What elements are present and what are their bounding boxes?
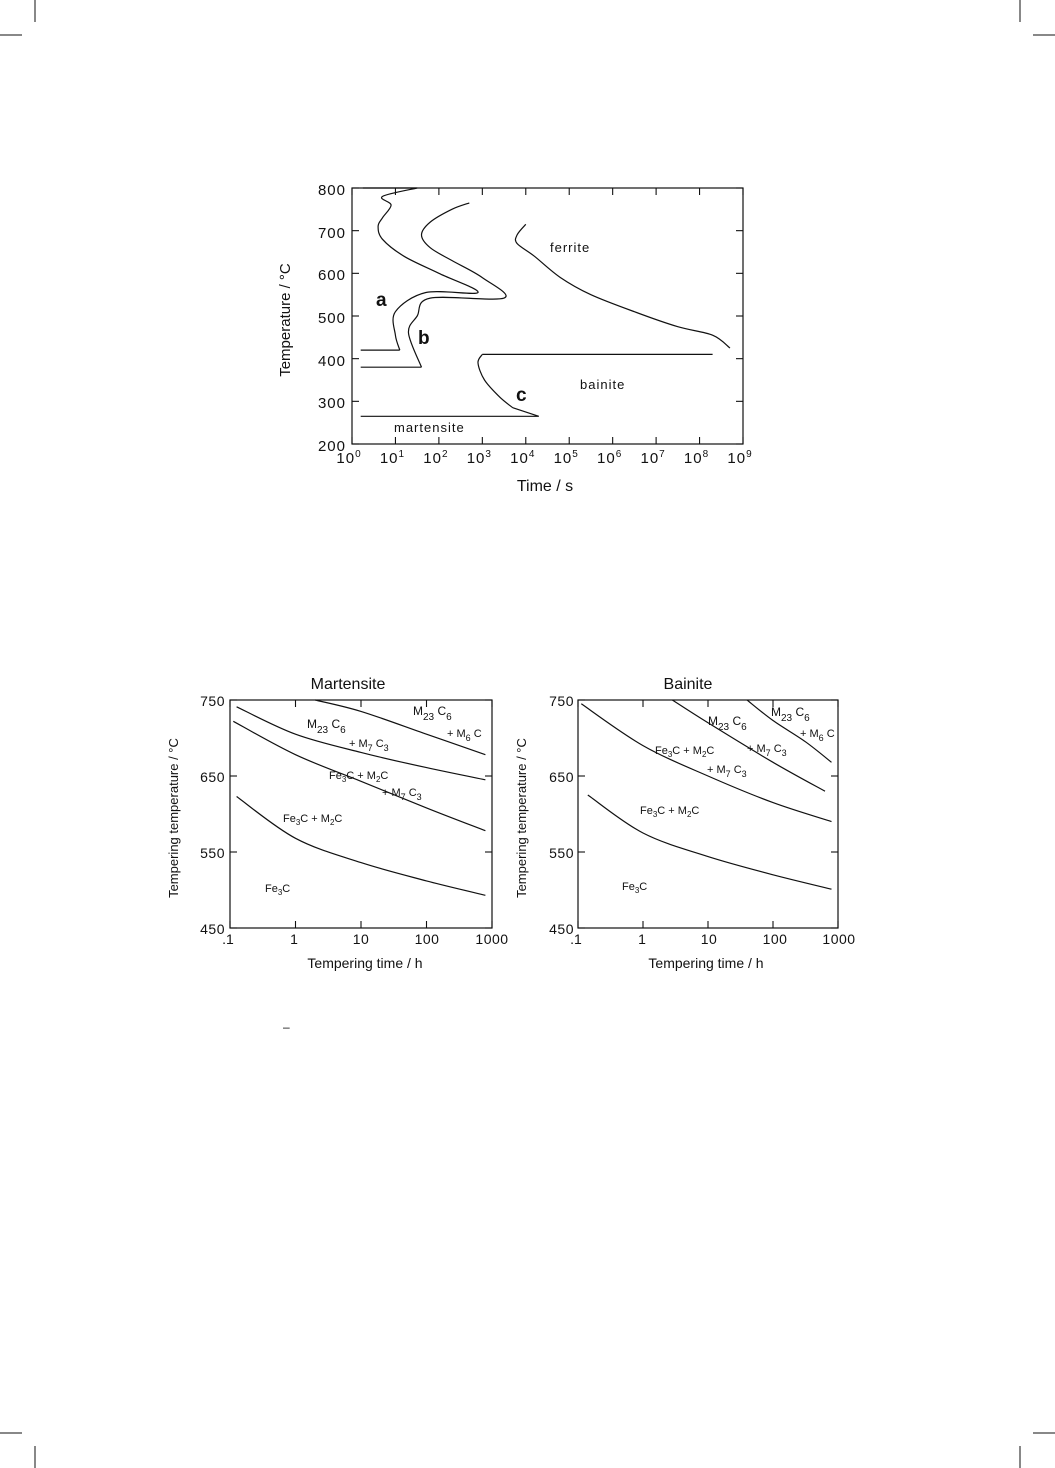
bain-region-fe3c: $Fe_3C$ (622, 881, 648, 895)
mart-xtick-label: 100 (414, 931, 440, 947)
ttt-series-curve-a (361, 188, 478, 350)
bain-y-axis-label: Tempering temperature / °C (514, 738, 529, 898)
ttt-y-axis-label: Temperature / °C (277, 263, 294, 377)
ttt-xtick-label: $10^3$ (466, 449, 492, 467)
ttt-xtick-label: $10^9$ (727, 449, 753, 467)
mart-ytick-label: 650 (200, 769, 225, 785)
mart-y-axis-label: Tempering temperature / °C (166, 738, 181, 898)
mart-xtick-label: .1 (222, 931, 234, 947)
mart-ytick-label: 750 (200, 693, 225, 709)
ttt-xtick-label: $10^6$ (597, 449, 623, 467)
mart-ytick-label: 450 (200, 921, 225, 937)
bain-title: Bainite (663, 676, 713, 693)
mart-region-fe3c-m2c-m7c3: $Fe_3C + M_2C$ (329, 770, 389, 784)
ttt-series-curve-b (361, 203, 506, 367)
martensite-chart (166, 676, 509, 971)
bain-xtick-label: 1000 (822, 931, 856, 947)
ttt-plot-frame (352, 188, 743, 444)
ttt-xtick-label: $10^7$ (640, 449, 666, 467)
bain-boundary-curve (588, 795, 832, 889)
mart-boundary-curve (237, 797, 486, 896)
ttt-chart (277, 182, 753, 495)
ttt-ytick-label: 700 (317, 225, 346, 242)
bain-region-m23c6-m6c: + $M_6$ C (800, 728, 835, 743)
curve-label-c: c (516, 385, 527, 406)
curve-label-a: a (376, 290, 387, 311)
region-label-martensite: martensite (394, 420, 465, 435)
bain-region-fe3c-m2c-m7c3: + $M_7$ $C_3$ (707, 764, 747, 779)
bain-xtick-label: .1 (570, 931, 582, 947)
ttt-xtick-label: $10^4$ (510, 449, 536, 467)
bain-ytick-label: 550 (549, 845, 574, 861)
ttt-xtick-labels (336, 449, 752, 467)
bain-region-fe3c-m2c: $Fe_3C + M_2C$ (640, 805, 700, 819)
region-label-bainite: bainite (580, 377, 626, 392)
ttt-xtick-label: $10^2$ (423, 449, 449, 467)
ttt-x-axis-label: Time / s (516, 478, 574, 495)
stray-mark: – (283, 1020, 290, 1034)
bain-x-axis-label: Tempering time / h (648, 955, 764, 971)
curve-label-b: b (418, 328, 430, 349)
mart-region-m23c6-m7c3: $M_{23}$ $C_6$ (307, 717, 346, 736)
mart-xtick-label: 1 (290, 931, 298, 947)
mart-xtick-label: 10 (352, 931, 370, 947)
mart-region-m23c6-m7c3: + $M_7$ $C_3$ (349, 738, 389, 753)
bain-ytick-label: 750 (549, 693, 574, 709)
bain-ticks (578, 700, 838, 928)
bain-xtick-label: 10 (700, 931, 718, 947)
bain-region-m23c6-m7c3: $M_{23}$ $C_6$ (708, 714, 747, 733)
region-label-ferrite: ferrite (550, 240, 591, 255)
bain-ytick-label: 650 (549, 769, 574, 785)
mart-region-m23c6-m6c: + $M_6$ C (447, 728, 482, 743)
ttt-xtick-label: $10^5$ (553, 449, 579, 467)
ttt-xtick-label: $10^1$ (379, 449, 406, 467)
ttt-ytick-label: 800 (317, 182, 346, 199)
bain-region-fe3c-m2c-m7c3: $Fe_3C + M_2C$ (655, 745, 715, 759)
ttt-ytick-label: 600 (317, 267, 346, 284)
mart-region-fe3c: $Fe_3C$ (265, 883, 291, 897)
ttt-xtick-label: $10^0$ (336, 449, 362, 467)
bainite-chart (514, 676, 856, 971)
ttt-series-curve-c (361, 354, 713, 416)
bain-plot-frame (578, 700, 838, 928)
bain-xtick-label: 100 (762, 931, 788, 947)
bain-region-m23c6-m7c3: + $M_7$ $C_3$ (747, 743, 787, 758)
mart-region-fe3c-m2c: $Fe_3C + M_2C$ (283, 813, 343, 827)
ttt-xtick-label: $10^8$ (683, 449, 710, 467)
mart-region-fe3c-m2c-m7c3: + $M_7$ $C_3$ (382, 787, 422, 802)
mart-title: Martensite (310, 676, 386, 693)
mart-xtick-label: 1000 (475, 931, 509, 947)
ttt-curves (361, 188, 730, 416)
ttt-ytick-label: 500 (317, 310, 346, 327)
bain-curves (581, 700, 831, 889)
ttt-ticks (352, 188, 743, 444)
ttt-ytick-label: 300 (317, 395, 346, 412)
ttt-ytick-label: 200 (317, 438, 346, 455)
mart-region-m23c6-m6c: $M_{23}$ $C_6$ (413, 704, 452, 723)
bain-xtick-label: 1 (638, 931, 646, 947)
bain-ytick-label: 450 (549, 921, 574, 937)
ttt-series-ferrite-boundary (515, 224, 730, 348)
bain-region-m23c6-m6c: $M_{23}$ $C_6$ (771, 705, 810, 724)
mart-ytick-label: 550 (200, 845, 225, 861)
mart-x-axis-label: Tempering time / h (307, 955, 423, 971)
ttt-ytick-label: 400 (317, 353, 346, 370)
